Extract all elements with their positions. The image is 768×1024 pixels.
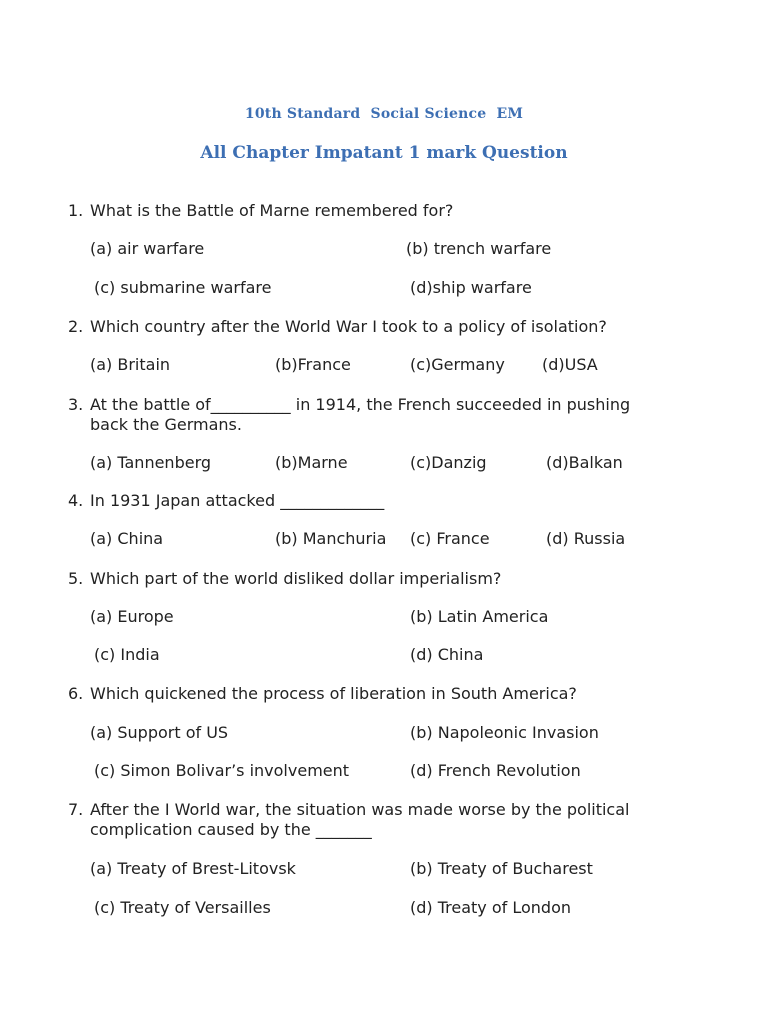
option-b: (b) Treaty of Bucharest bbox=[410, 859, 593, 878]
question-number: 5. bbox=[68, 569, 84, 588]
question-number: 4. bbox=[68, 491, 84, 510]
option-d: (d)ship warfare bbox=[410, 278, 532, 297]
option-c: (c) Treaty of Versailles bbox=[94, 898, 271, 917]
option-b: (b) Napoleonic Invasion bbox=[410, 723, 599, 742]
option-c: (c) Simon Bolivar’s involvement bbox=[94, 761, 350, 780]
option-d: (d)USA bbox=[542, 355, 598, 374]
option-c: (c) France bbox=[410, 529, 490, 548]
option-a: (a) Treaty of Brest-Litovsk bbox=[90, 859, 296, 878]
option-a: (a) air warfare bbox=[90, 239, 205, 258]
option-c: (c) submarine warfare bbox=[94, 278, 272, 297]
option-a: (a) Europe bbox=[90, 607, 174, 626]
option-c: (c) India bbox=[94, 645, 160, 664]
question-number: 7. bbox=[68, 800, 84, 819]
question-text: In 1931 Japan attacked _____________ bbox=[90, 491, 385, 510]
option-c: (c)Germany bbox=[410, 355, 505, 374]
option-b: (b)France bbox=[275, 355, 351, 374]
option-a: (a) Tannenberg bbox=[90, 453, 212, 472]
question-text: At the battle of__________ in 1914, the French succeeded in pushing back the Germans. bbox=[90, 395, 631, 434]
option-c: (c)Danzig bbox=[410, 453, 487, 472]
question-text: Which country after the World War I took to a policy of isolation? bbox=[90, 317, 607, 336]
option-a: (a) Support of US bbox=[90, 723, 229, 742]
question-number: 1. bbox=[68, 201, 84, 220]
option-b: (b) trench warfare bbox=[406, 239, 552, 258]
option-d: (d) Treaty of London bbox=[410, 898, 572, 917]
option-b: (b)Marne bbox=[275, 453, 348, 472]
question-text: After the I World war, the situation was made worse by the political complication caused by the _______ bbox=[90, 800, 630, 839]
question-text: Which part of the world disliked dollar imperialism? bbox=[90, 569, 502, 588]
option-d: (d) China bbox=[410, 645, 484, 664]
question-number: 2. bbox=[68, 317, 84, 336]
option-d: (d) Russia bbox=[546, 529, 626, 548]
option-b: (b) Manchuria bbox=[275, 529, 387, 548]
question-number: 3. bbox=[68, 395, 84, 414]
document-title: 10th Standard Social Science EM bbox=[244, 106, 524, 122]
option-d: (d)Balkan bbox=[546, 453, 623, 472]
question-text: Which quickened the process of liberation in South America? bbox=[90, 684, 577, 703]
option-d: (d) French Revolution bbox=[410, 761, 581, 780]
option-a: (a) China bbox=[90, 529, 164, 548]
document-subtitle: All Chapter Impatant 1 mark Question bbox=[200, 143, 568, 163]
option-b: (b) Latin America bbox=[410, 607, 549, 626]
option-a: (a) Britain bbox=[90, 355, 171, 374]
question-number: 6. bbox=[68, 684, 84, 703]
question-text: What is the Battle of Marne remembered for? bbox=[90, 201, 454, 220]
